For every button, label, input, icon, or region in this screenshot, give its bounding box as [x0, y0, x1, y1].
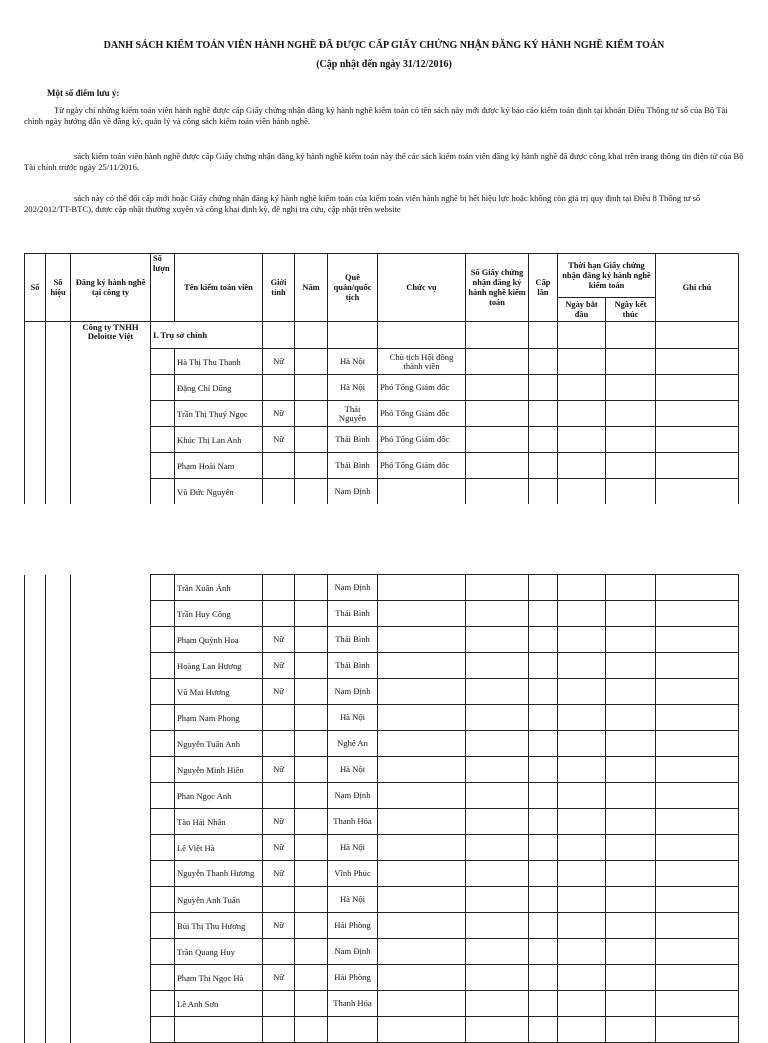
auditor-name: Bùi Thị Thu Hương	[175, 913, 263, 939]
auditor-hometown: Thái Bình	[328, 453, 378, 479]
auditor-name: Nguyễn Thanh Hương	[175, 861, 263, 887]
auditor-hometown: Hà Nội	[328, 887, 378, 913]
document-subtitle: (Cập nhật đến ngày 31/12/2016)	[316, 59, 452, 70]
header-ngay-bat-dau: Ngày bắt đầu	[558, 298, 606, 322]
header-thoi-han: Thời hạn Giấy chứng nhận đăng ký hành nghề kiểm toán	[558, 254, 656, 298]
auditor-gender: Nữ	[263, 427, 295, 453]
auditor-name: Lê Việt Hà	[175, 835, 263, 861]
auditor-gender	[263, 705, 295, 731]
header-chuc-vu: Chức vụ	[378, 254, 466, 322]
auditor-gender	[263, 991, 295, 1017]
auditor-name: Hoàng Lan Hương	[175, 653, 263, 679]
auditor-position	[378, 479, 466, 505]
auditor-hometown: Thái Bình	[328, 653, 378, 679]
auditor-name: Nguyễn Anh Tuấn	[175, 887, 263, 913]
auditor-hometown: Hà Nội	[328, 757, 378, 783]
auditor-gender: Nữ	[263, 965, 295, 991]
auditor-hometown: Nam Định	[328, 575, 378, 601]
auditor-hometown: Thái Bình	[328, 601, 378, 627]
note-paragraph-2: sách kiểm toán viên hành nghề được cấp Giấy chứng nhận đăng ký hành nghề kiểm toán này thể các sách kiểm toán viên đăng ký hành nghề đã được công khai trên trang thông tin điện tử của Bộ Tài chính trước ngày 25/11/2016.	[24, 151, 744, 172]
header-ngay-ket-thuc: Ngày kết thúc	[606, 298, 656, 322]
auditor-position: Phó Tổng Giám đốc	[378, 427, 466, 453]
auditor-gender: Nữ	[263, 835, 295, 861]
auditor-gender: Nữ	[263, 401, 295, 427]
auditor-table-page-2	[24, 574, 739, 1043]
auditor-hometown: Nam Định	[328, 939, 378, 965]
auditor-gender	[263, 939, 295, 965]
header-ghi-chu: Ghi chú	[656, 254, 739, 322]
auditor-name: Phạm Quỳnh Hoa	[175, 627, 263, 653]
header-so-luong: Số lượn	[151, 254, 175, 322]
auditor-hometown: Hải Phòng	[328, 913, 378, 939]
auditor-name: Khúc Thị Lan Anh	[175, 427, 263, 453]
auditor-table-page-1	[24, 253, 739, 504]
auditor-name: Phan Ngọc Anh	[175, 783, 263, 809]
auditor-gender: Nữ	[263, 653, 295, 679]
auditor-hometown: Thái Bình	[328, 427, 378, 453]
header-gioi-tinh: Giới tính	[263, 254, 295, 322]
auditor-hometown: Thanh Hóa	[328, 809, 378, 835]
auditor-name: Vũ Đức Nguyên	[175, 479, 263, 505]
auditor-name: Vũ Mai Hương	[175, 679, 263, 705]
auditor-gender	[263, 601, 295, 627]
auditor-name: Trần Quang Huy	[175, 939, 263, 965]
header-nam: Năm	[295, 254, 328, 322]
company-name: Công ty TNHH Deloitte Việt	[71, 322, 151, 505]
auditor-gender: Nữ	[263, 861, 295, 887]
auditor-hometown: Nghệ An	[328, 731, 378, 757]
note-paragraph-1: Từ ngày chỉ những kiểm toán viên hành nghề được cấp Giấy chứng nhận đăng ký hành nghề kiểm toán có tên sách này mới được ký báo cáo kiểm toán định tại khoản Điều Thông tư số của Bộ Tài chính ngày hướng dẫn về đăng ký, quản lý và công sách kiểm toán viên hành nghề.	[24, 105, 728, 126]
header-que-quan: Quê quán/quốc tịch	[328, 254, 378, 322]
auditor-hometown: Thái Bình	[328, 627, 378, 653]
auditor-name: Tào Hải Nhân	[175, 809, 263, 835]
auditor-gender: Nữ	[263, 349, 295, 375]
auditor-gender	[263, 887, 295, 913]
auditor-gender: Nữ	[263, 679, 295, 705]
auditor-gender: Nữ	[263, 627, 295, 653]
auditor-name: Nguyễn Tuấn Anh	[175, 731, 263, 757]
auditor-gender	[263, 375, 295, 401]
auditor-gender	[263, 453, 295, 479]
auditor-hometown: Thái Nguyên	[328, 401, 378, 427]
header-cap-lan: Cấp lần	[529, 254, 558, 322]
auditor-gender	[263, 731, 295, 757]
auditor-name: Trần Thị Thuý Ngọc	[175, 401, 263, 427]
auditor-hometown: Nam Định	[328, 679, 378, 705]
header-so-giay: Số Giấy chứng nhận đăng ký hành nghề kiểm toán	[466, 254, 529, 322]
auditor-name: Trần Xuân Ánh	[175, 575, 263, 601]
section-title: I. Trụ sở chính	[151, 322, 263, 349]
auditor-name: Phạm Thị Ngọc Hà	[175, 965, 263, 991]
note-paragraph-3: sách này có thể đổi cấp mới hoặc Giấy chứng nhận đăng ký hành nghề kiểm toán của kiểm toán viên hành nghề bị hết hiệu lực hoặc không còn giá trị quy định tại Điều 8 Thông tư số 202/2012/TT-BTC), được cập nhật thường xuyên và công khai định kỳ, đề nghị tra cứu, cập nhật trên website	[24, 193, 701, 214]
header-so-hieu: Số hiệu	[46, 254, 71, 322]
auditor-gender	[263, 783, 295, 809]
auditor-position: Chủ tịch Hội đồng thành viên	[378, 349, 466, 375]
auditor-hometown: Hà Nội	[328, 835, 378, 861]
auditor-hometown: Thanh Hóa	[328, 991, 378, 1017]
auditor-position: Phó Tổng Giám đốc	[378, 401, 466, 427]
auditor-hometown: Hà Nội	[328, 375, 378, 401]
auditor-name: Trần Huy Công	[175, 601, 263, 627]
auditor-name: Hà Thị Thu Thanh	[175, 349, 263, 375]
auditor-gender	[263, 479, 295, 505]
header-ten: Tên kiểm toán viên	[175, 254, 263, 322]
auditor-gender: Nữ	[263, 913, 295, 939]
auditor-name: Lê Anh Sơn	[175, 991, 263, 1017]
auditor-hometown: Hà Nội	[328, 705, 378, 731]
table-row	[25, 575, 739, 601]
notes-heading: Một số điểm lưu ý:	[47, 88, 120, 98]
auditor-name: Phạm Hoài Nam	[175, 453, 263, 479]
auditor-gender: Nữ	[263, 757, 295, 783]
auditor-gender: Nữ	[263, 809, 295, 835]
auditor-hometown: Hà Nội	[328, 349, 378, 375]
header-so: Số	[25, 254, 46, 322]
auditor-gender	[263, 575, 295, 601]
auditor-hometown: Nam Định	[328, 479, 378, 505]
auditor-hometown: Nam Định	[328, 783, 378, 809]
header-dang-ky: Đăng ký hành nghề tại công ty	[71, 254, 151, 322]
auditor-name: Phạm Nam Phong	[175, 705, 263, 731]
auditor-position: Phó Tổng Giám đốc	[378, 375, 466, 401]
auditor-hometown: Hải Phòng	[328, 965, 378, 991]
auditor-name: Nguyễn Minh Hiền	[175, 757, 263, 783]
auditor-position: Phó Tổng Giám đốc	[378, 453, 466, 479]
document-title: DANH SÁCH KIỂM TOÁN VIÊN HÀNH NGHỀ ĐÃ ĐƯỢC CẤP GIẤY CHỨNG NHẬN ĐĂNG KÝ HÀNH NGHỀ KIỂM TOÁN	[103, 40, 665, 51]
auditor-hometown: Vĩnh Phúc	[328, 861, 378, 887]
auditor-name: Đặng Chí Dũng	[175, 375, 263, 401]
